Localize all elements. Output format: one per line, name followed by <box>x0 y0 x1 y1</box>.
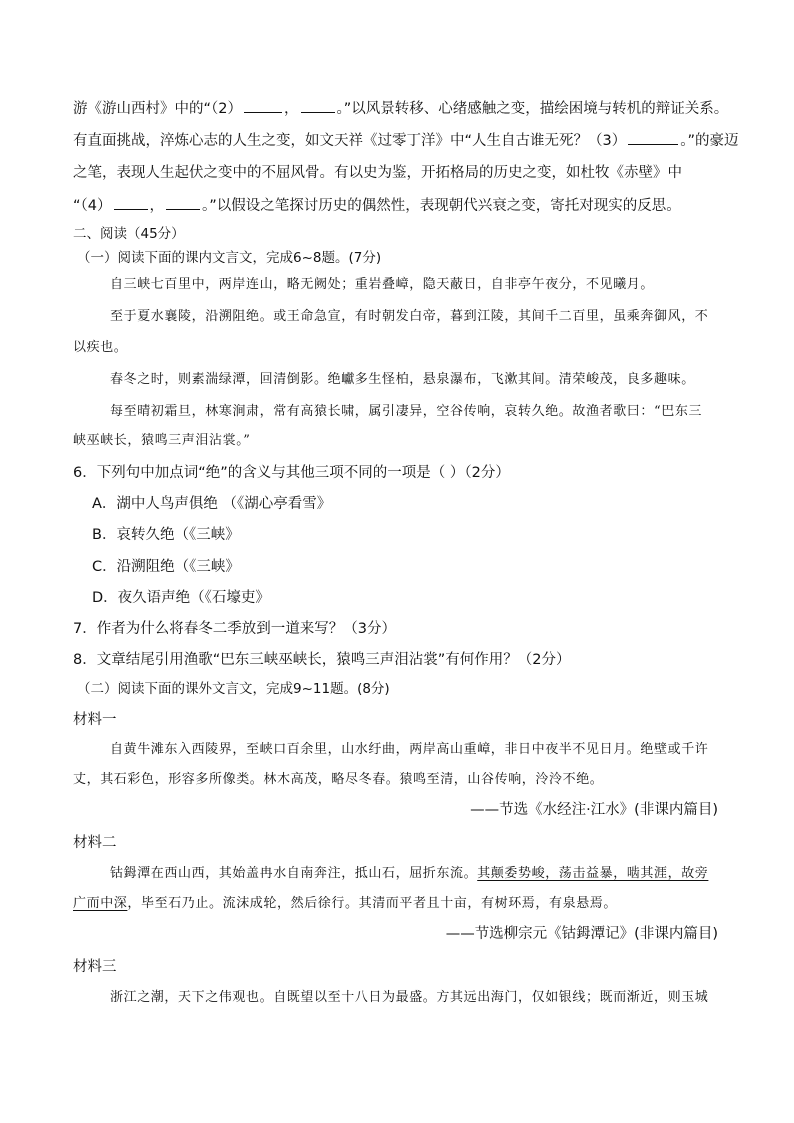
option-c[interactable]: C．沿溯阻绝（《三峡》 <box>92 559 240 575</box>
question-6: 6．下列句中加点词“绝”的含义与其他三项不同的一项是（ ）（2分） <box>73 465 510 481</box>
option-d[interactable]: D．夜久语声绝（《石壕吏》 <box>92 590 270 606</box>
underlined-text: 广而中深 <box>73 896 128 911</box>
passage1-line: 峡巫峡长，猿鸣三声泪沾裳。” <box>73 433 251 448</box>
option-b[interactable]: B．哀转久绝（《三峡》 <box>92 527 240 543</box>
text: 。”以风景转移、心绪感触之变，描绘困境与转机的辩证关系。 <box>336 101 729 117</box>
question-7: 7．作者为什么将春冬二季放到一道来写？（3分） <box>73 621 396 637</box>
text: 。”的豪迈 <box>680 133 739 149</box>
text: ， <box>149 198 164 214</box>
answer-blank[interactable] <box>166 195 200 210</box>
material-1-source: ——节选《水经注·江水》(非课内篇目) <box>470 802 718 818</box>
question-8: 8．文章结尾引用渔歌“巴东三峡巫峡长，猿鸣三声泪沾裳”有何作用？（2分） <box>73 652 571 668</box>
material-1-line: 自黄牛滩东入西陵界，至峡口百余里，山水纡曲，两岸高山重嶂，非日中夜半不见日月。绝壁或千许 <box>110 742 709 757</box>
text: 有直面挑战，淬炼心志的人生之变，如文天祥《过零丁洋》中“人生自古谁无死？（3） <box>73 133 627 149</box>
answer-blank[interactable] <box>628 130 678 145</box>
passage1-line: 自三峡七百里中，两岸连山，略无阙处；重岩叠嶂，隐天蔽日，自非亭午夜分，不见曦月。 <box>110 277 655 292</box>
text: ， <box>284 101 299 117</box>
material-2-title: 材料二 <box>73 835 117 851</box>
passage1-line: 每至晴初霜旦，林寒涧肃，常有高猿长啸，属引凄异，空谷传响，哀转久绝。故渔者歌曰：“巴东三 <box>110 404 703 419</box>
option-a[interactable]: A．湖中人鸟声俱绝 （《湖心亭看雪》 <box>92 496 332 512</box>
material-1-line: 丈，其石彩色，形容多所像类。林木高茂，略尽冬春。猿鸣至清，山谷传响，泠泠不绝。 <box>73 772 604 787</box>
passage1-line: 至于夏水襄陵，沿溯阻绝。或王命急宣，有时朝发白帝，暮到江陵，其间千二百里，虽乘奔御风，不 <box>110 309 709 324</box>
text: ，毕至石乃止。流沫成轮，然后徐行。其清而平者且十亩，有树环焉，有泉悬焉。 <box>127 896 618 911</box>
fill-line-3: 之笔，表现人生起伏之变中的不屈风骨。有以史为鉴，开拓格局的历史之变，如杜牧《赤壁》中 <box>73 165 682 181</box>
material-1-title: 材料一 <box>73 712 117 728</box>
part2-title: （二）阅读下面的课外文言文，完成9~11题。(8分) <box>77 681 390 697</box>
material-3-title: 材料三 <box>73 959 117 975</box>
section-heading: 二、阅读（45分） <box>73 226 185 242</box>
underlined-text: 其颠委势峻，荡击益暴，啮其涯，故旁 <box>477 866 709 881</box>
fill-line-4 <box>73 195 681 216</box>
material-2-line <box>110 864 708 884</box>
answer-blank[interactable] <box>114 195 148 210</box>
passage1-line: 以疾也。 <box>73 340 128 355</box>
text: 游《游山西村》中的“（2） <box>73 101 242 117</box>
text: “（4） <box>73 198 112 214</box>
passage1-line: 春冬之时，则素湍绿潭，回清倒影。绝巘多生怪柏，悬泉瀑布，飞漱其间。清荣峻茂，良多趣味。 <box>110 372 695 387</box>
material-2-line <box>73 894 617 914</box>
material-3-line: 浙江之潮，天下之伟观也。自既望以至十八日为最盛。方其远出海门，仅如银线；既而渐近，则玉城 <box>110 990 709 1005</box>
fill-line-2 <box>73 130 739 151</box>
fill-line-1 <box>73 98 728 119</box>
text: 钴鉧潭在西山西，其始盖冉水自南奔注，抵山石，屈折东流。 <box>110 866 478 881</box>
answer-blank[interactable] <box>244 98 282 113</box>
material-2-source: ——节选柳宗元《钴鉧潭记》(非课内篇目) <box>445 926 718 942</box>
answer-blank[interactable] <box>301 98 335 113</box>
part1-title: （一）阅读下面的课内文言文，完成6~8题。(7分) <box>77 250 382 266</box>
text: 。”以假设之笔探讨历史的偶然性，表现朝代兴衰之变，寄托对现实的反思。 <box>202 198 681 214</box>
